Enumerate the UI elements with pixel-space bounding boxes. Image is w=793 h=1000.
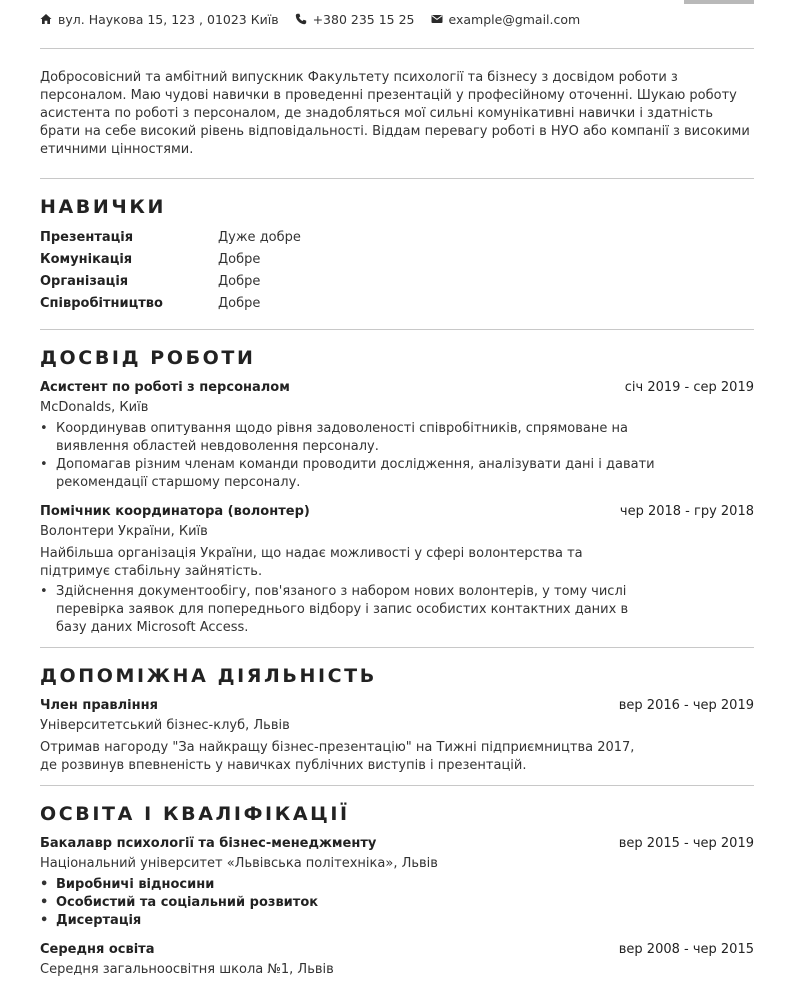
summary-text: Добросовісний та амбітний випускник Факультету психології та бізнесу з досвідом роботи з персоналом. Маю чудові навички в проведенні презентацій у професійному оточенні. Шукаю роботу асистента по роботі з персоналом, де знадобляться мої сильні комунікативні навички і здатність брати на себе високий рівень відповідальності. Віддам перевагу роботі в НУО або компанії з високими етичними цінностями. [40,70,750,157]
entry-title: Середня освіта [40,942,155,957]
phone-icon [295,13,307,25]
skill-level: Добре [218,274,261,289]
entry-header [40,940,754,960]
entry-header [40,502,754,522]
activity-entry [40,696,754,775]
entry-header [40,834,754,854]
divider [40,329,754,330]
list-item: • Допомагав різним членам команди проводити дослідження, аналізувати дані і давати рекомендації старшому персоналу. [40,456,656,492]
entry-description: Найбільша організація України, що надає можливості у сфері волонтерства та підтримує стабільну зайнятість. [40,546,583,579]
education-entry [40,940,754,980]
skill-level: Добре [218,252,261,267]
skill-row [40,293,754,315]
contact-bar [40,0,754,38]
entry-org: Національний університет «Львівська політехніка», Львів [40,856,438,871]
entry-date: січ 2019 - сер 2019 [624,380,754,395]
list-item: • Особистий та соціальний розвиток [40,894,754,912]
entry-org: McDonalds, Київ [40,400,149,415]
entry-date: вер 2008 - чер 2015 [618,942,754,957]
entry-title: Бакалавр психології та бізнес-менеджменту [40,836,377,851]
skill-level: Дуже добре [218,230,301,245]
skills-section-title: НАВИЧКИ [40,196,166,218]
entry-org: Середня загальноосвітня школа №1, Львів [40,962,334,977]
contact-email[interactable] [431,12,581,27]
skills-list [40,227,754,329]
list-item: • Дисертація [40,912,754,930]
entry-title: Помічник координатора (волонтер) [40,504,310,519]
phone-text: +380 235 15 25 [312,11,415,27]
entry-header [40,696,754,716]
skill-row [40,227,754,249]
resume-page [40,0,754,990]
skill-row [40,249,754,271]
mail-icon [431,13,443,25]
entry-date: чер 2018 - гру 2018 [619,504,754,519]
education-entry [40,834,754,930]
entry-org: Волонтери України, Київ [40,524,208,539]
skill-name: Презентація [40,230,134,245]
skill-name: Організація [40,274,129,289]
divider [40,178,754,179]
skill-row [40,271,754,293]
education-section-title: ОСВІТА І КВАЛІФІКАЦІЇ [40,803,350,825]
entry-bullets [40,876,754,930]
contact-phone[interactable] [295,12,415,27]
email-text: example@gmail.com [448,11,581,27]
entry-title: Член правління [40,698,158,713]
divider [40,647,754,648]
list-item: • Здійснення документообігу, пов'язаного з набором нових волонтерів, у тому числі перевірка заявок для попереднього відбору і запис особистих контактних даних в базу даних Microsoft Access. [40,583,656,637]
address-text: вул. Наукова 15, 123 , 01023 Київ [58,11,279,27]
entry-date: вер 2016 - чер 2019 [618,698,754,713]
skill-name: Комунікація [40,252,133,267]
experience-section-title: ДОСВІД РОБОТИ [40,347,256,369]
skill-level: Добре [218,296,261,311]
entry-description: Отримав нагороду "За найкращу бізнес-презентацію" на Тижні підприємництва 2017, де розвинув впевненість у навичках публічних виступів і презентацій. [40,740,635,773]
list-item: • Виробничі відносини [40,876,754,894]
entry-bullets [40,420,754,492]
entry-date: вер 2015 - чер 2019 [618,836,754,851]
entry-title: Асистент по роботі з персоналом [40,380,290,395]
divider [40,785,754,786]
entry-org: Університетський бізнес-клуб, Львів [40,718,290,733]
experience-entry [40,502,754,637]
contact-address [40,12,279,27]
home-icon [40,13,52,25]
entry-header [40,378,754,398]
list-item: • Координував опитування щодо рівня задоволеності співробітників, спрямоване на виявлення областей невдоволення персоналу. [40,420,656,456]
entry-bullets [40,583,754,637]
activities-section-title: ДОПОМІЖНА ДІЯЛЬНІСТЬ [40,665,377,687]
skill-name: Співробітництво [40,296,163,311]
experience-entry [40,378,754,492]
